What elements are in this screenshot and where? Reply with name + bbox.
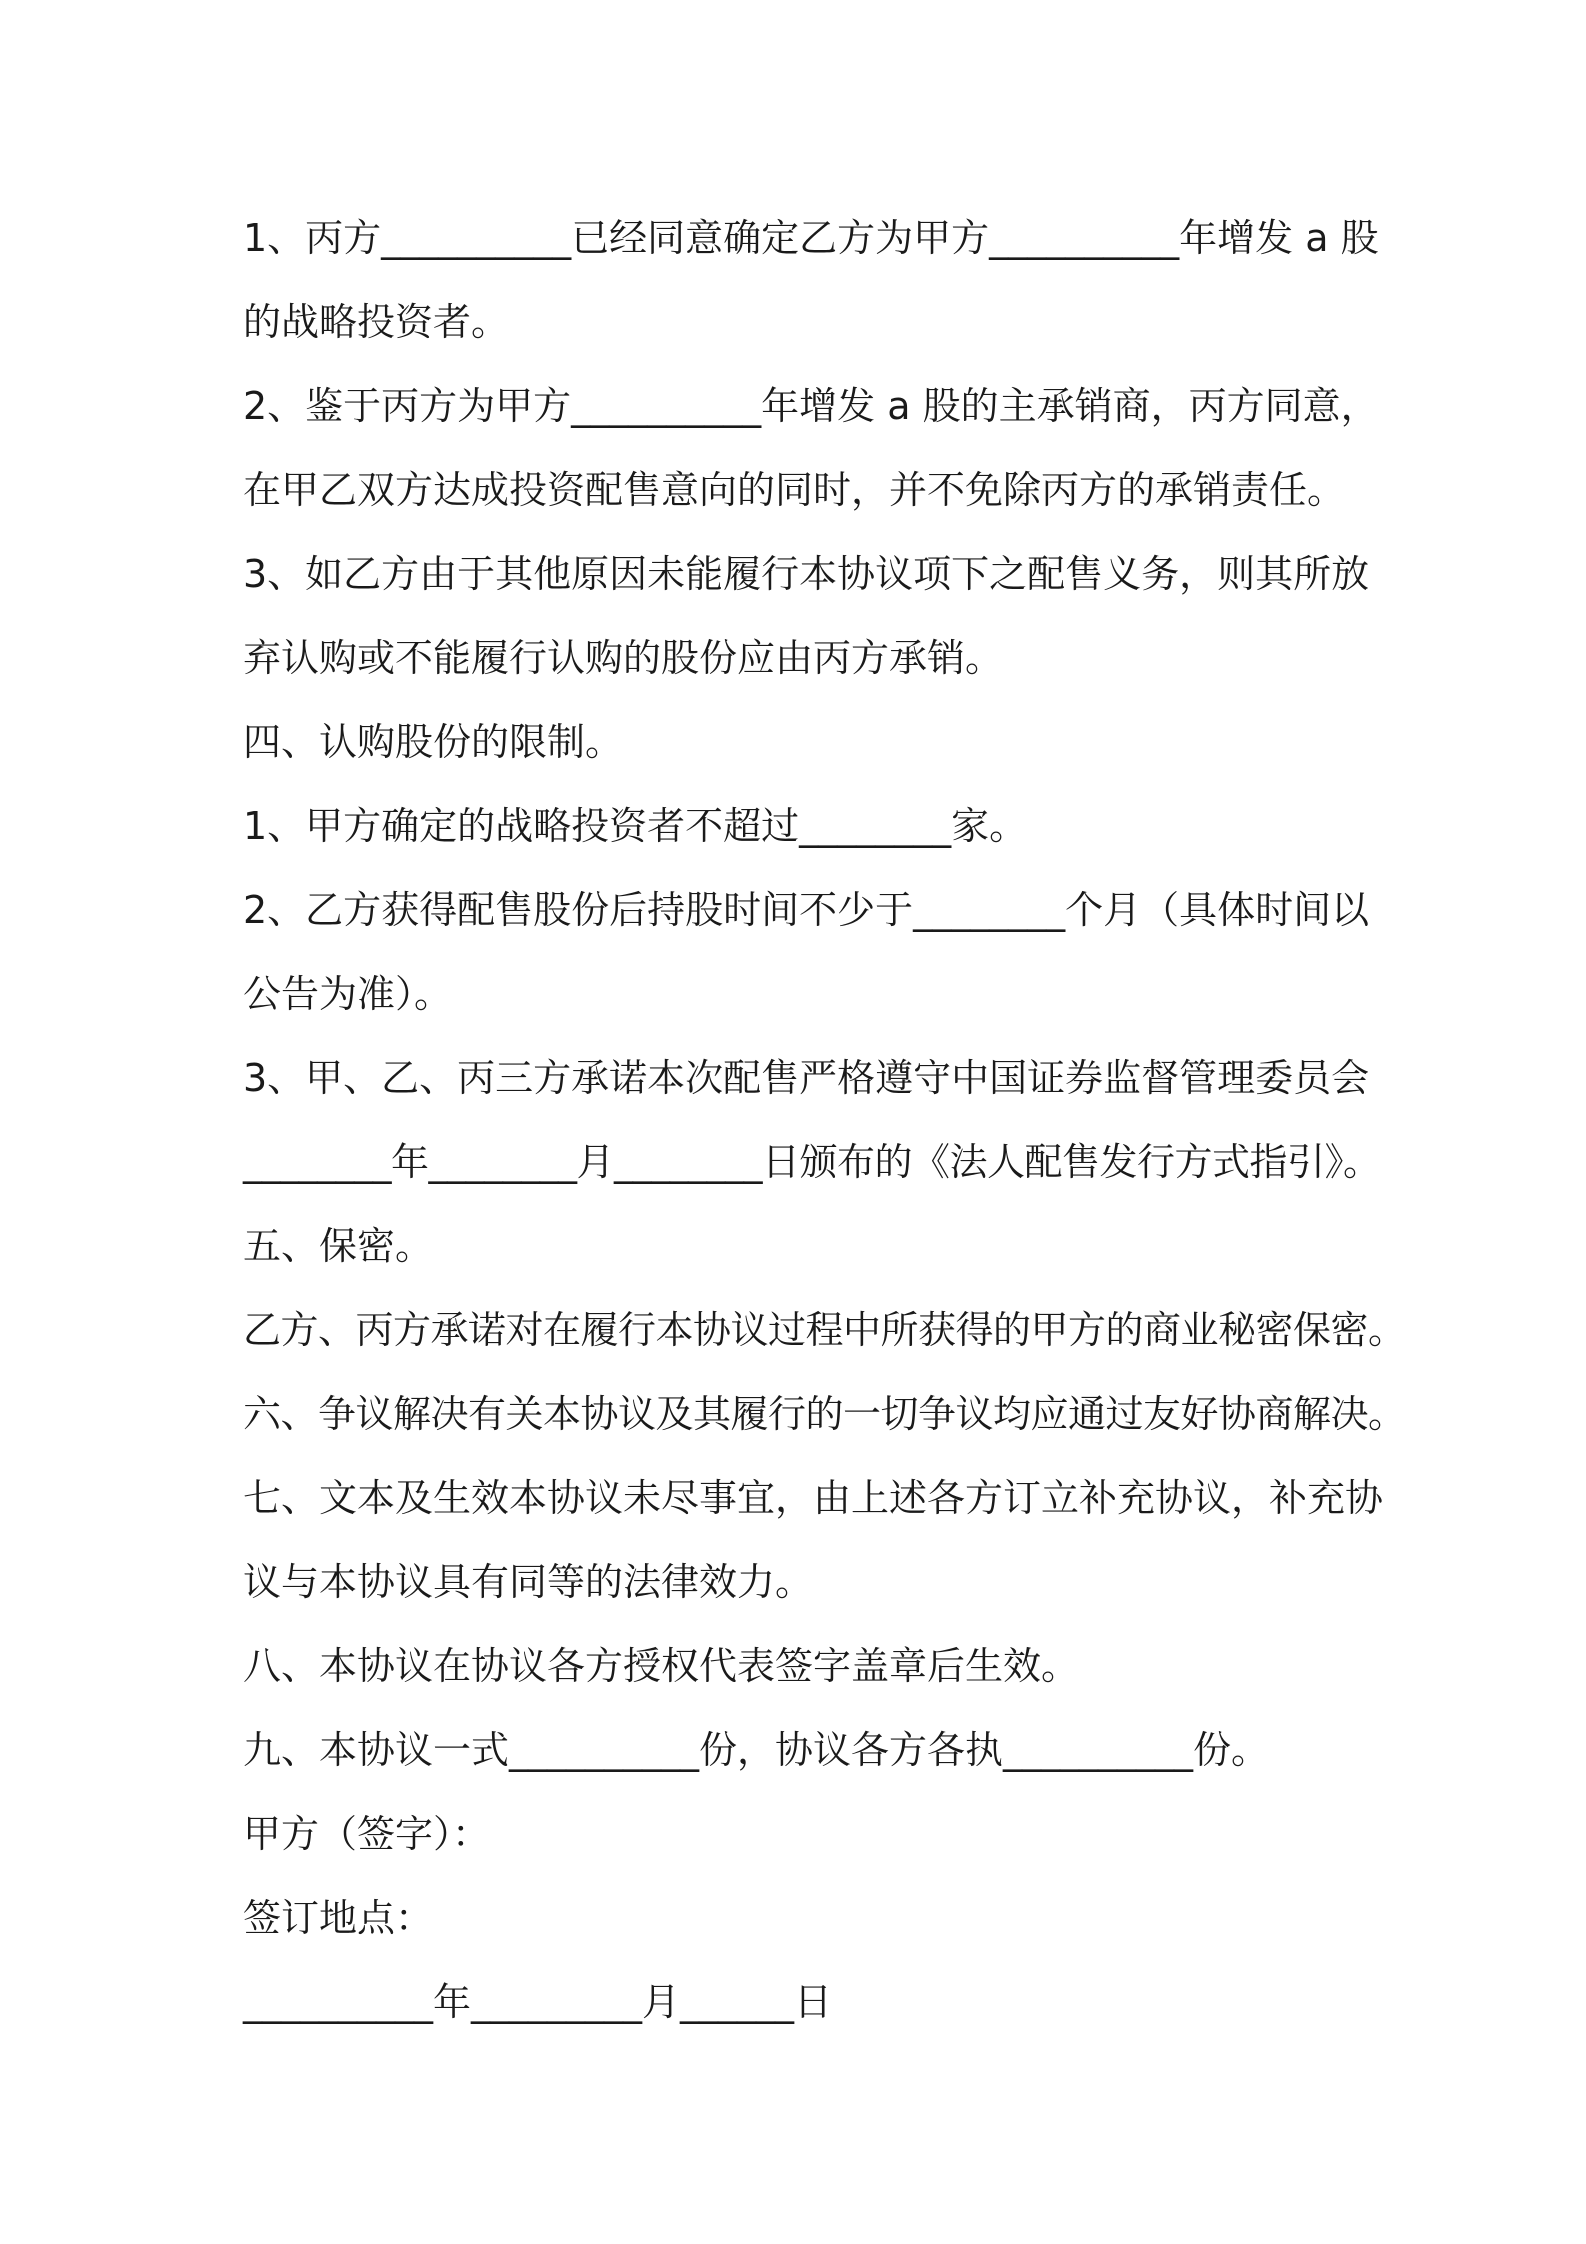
party-a-signature: 甲方（签字）： <box>243 1812 491 1856</box>
section-4-item-2-line-2: 公告为准）。 <box>243 972 453 1016</box>
clause-2-line-1: 2、鉴于丙方为甲方__________年增发 a 股的主承销商，丙方同意， <box>243 384 1379 428</box>
section-7-line-1: 七、文本及生效本协议未尽事宜，由上述各方订立补充协议，补充协 <box>243 1476 1384 1520</box>
clause-2-line-2: 在甲乙双方达成投资配售意向的同时，并不免除丙方的承销责任。 <box>243 468 1346 512</box>
section-4-item-2-line-1: 2、乙方获得配售股份后持股时间不少于________个月（具体时间以 <box>243 888 1370 932</box>
section-5-heading: 五、保密。 <box>243 1224 434 1268</box>
section-8-body: 八、本协议在协议各方授权代表签字盖章后生效。 <box>243 1644 1080 1688</box>
section-5-body: 乙方、丙方承诺对在履行本协议过程中所获得的甲方的商业秘密保密。 <box>243 1308 1406 1352</box>
section-4-heading: 四、认购股份的限制。 <box>243 720 624 764</box>
section-9-body: 九、本协议一式__________份，协议各方各执__________份。 <box>243 1728 1270 1772</box>
clause-3-line-2: 弃认购或不能履行认购的股份应由丙方承销。 <box>243 636 1004 680</box>
section-4-item-3-line-1: 3、甲、乙、丙三方承诺本次配售严格遵守中国证券监督管理委员会 <box>243 1056 1370 1100</box>
section-7-line-2: 议与本协议具有同等的法律效力。 <box>243 1560 814 1604</box>
clause-3-line-1: 3、如乙方由于其他原因未能履行本协议项下之配售义务，则其所放 <box>243 552 1370 596</box>
signing-location: 签订地点： <box>243 1896 434 1940</box>
section-4-item-1: 1、甲方确定的战略投资者不超过________家。 <box>243 804 1028 848</box>
section-6-body: 六、争议解决有关本协议及其履行的一切争议均应通过友好协商解决。 <box>243 1392 1406 1436</box>
signing-date: __________年_________月______日 <box>243 1980 833 2024</box>
clause-1-line-1: 1、丙方__________已经同意确定乙方为甲方__________年增发 a 股 <box>243 216 1379 260</box>
section-4-item-3-line-2: ________年________月________日颁布的《法人配售发行方式指引》。 <box>243 1140 1381 1184</box>
clause-1-line-2: 的战略投资者。 <box>243 300 510 344</box>
